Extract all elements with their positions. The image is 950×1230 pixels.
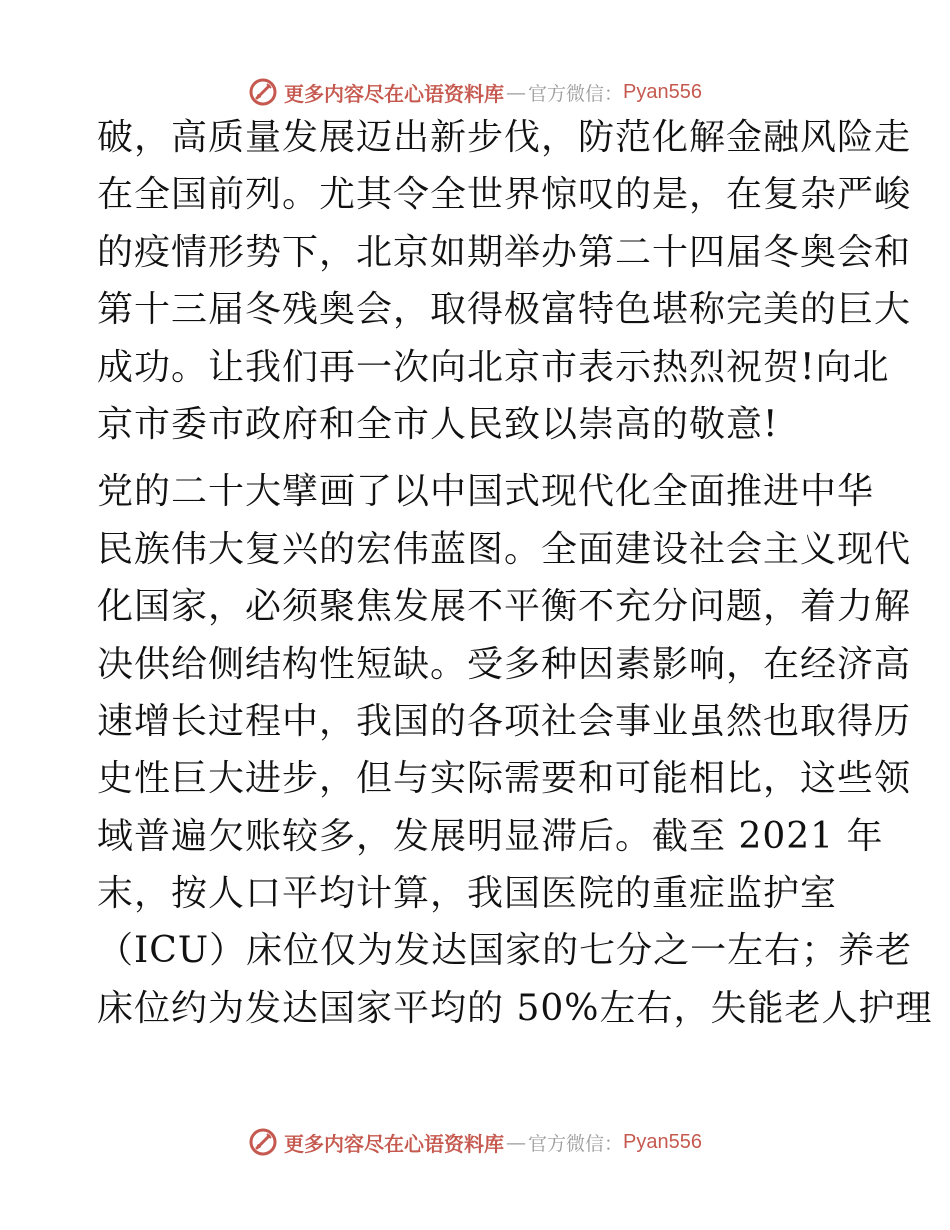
wechat-id: Pyan556 xyxy=(623,1130,702,1153)
text-line: 史性巨大进步，但与实际需要和可能相比，这些领 xyxy=(97,758,912,800)
site-name: 更多内容尽在心语资料库 xyxy=(284,81,504,106)
document-body xyxy=(97,117,933,1048)
paragraph-1 xyxy=(97,117,912,445)
text-line: 化国家，必须聚焦发展不平衡不充分问题，着力解 xyxy=(97,586,912,628)
brand-logo-icon xyxy=(248,77,278,107)
text-line: 床位约为发达国家平均的 50%左右，失能老人护理 xyxy=(97,987,933,1029)
separator-dash: — xyxy=(506,1130,526,1154)
text-line: 民族伟大复兴的宏伟蓝图。全面建设社会主义现代 xyxy=(97,528,912,570)
header-banner xyxy=(0,72,950,112)
footer-banner xyxy=(0,1122,950,1162)
text-line: 末，按人口平均计算，我国医院的重症监护室 xyxy=(97,873,838,915)
text-line: 速增长过程中，我国的各项社会事业虽然也取得历 xyxy=(97,700,912,742)
wechat-label: 官方微信： xyxy=(528,1132,624,1155)
text-line: 破，高质量发展迈出新步伐，防范化解金融风险走 xyxy=(97,117,912,158)
site-name: 更多内容尽在心语资料库 xyxy=(284,1131,504,1156)
brand-logo-icon xyxy=(248,1127,278,1157)
wechat-label: 官方微信： xyxy=(528,82,624,105)
separator-dash: — xyxy=(506,80,526,104)
text-line: 第十三届冬残奥会，取得极富特色堪称完美的巨大 xyxy=(97,289,912,331)
wechat-id: Pyan556 xyxy=(623,80,702,103)
text-line: 成功。让我们再一次向北京市表示热烈祝贺!向北 xyxy=(97,346,890,388)
text-line: 京市委市政府和全市人民致以崇高的敬意! xyxy=(97,403,779,445)
text-line: （ICU）床位仅为发达国家的七分之一左右；养老 xyxy=(97,930,913,972)
text-line: 的疫情形势下，北京如期举办第二十四届冬奥会和 xyxy=(97,231,912,273)
paragraph-2 xyxy=(97,471,933,1029)
text-line: 域普遍欠账较多，发展明显滞后。截至 2021 年 xyxy=(97,815,884,857)
text-line: 党的二十大擘画了以中国式现代化全面推进中华 xyxy=(97,471,875,513)
text-line: 在全国前列。尤其令全世界惊叹的是，在复杂严峻 xyxy=(97,174,912,216)
text-line: 决供给侧结构性短缺。受多种因素影响，在经济高 xyxy=(97,643,912,685)
